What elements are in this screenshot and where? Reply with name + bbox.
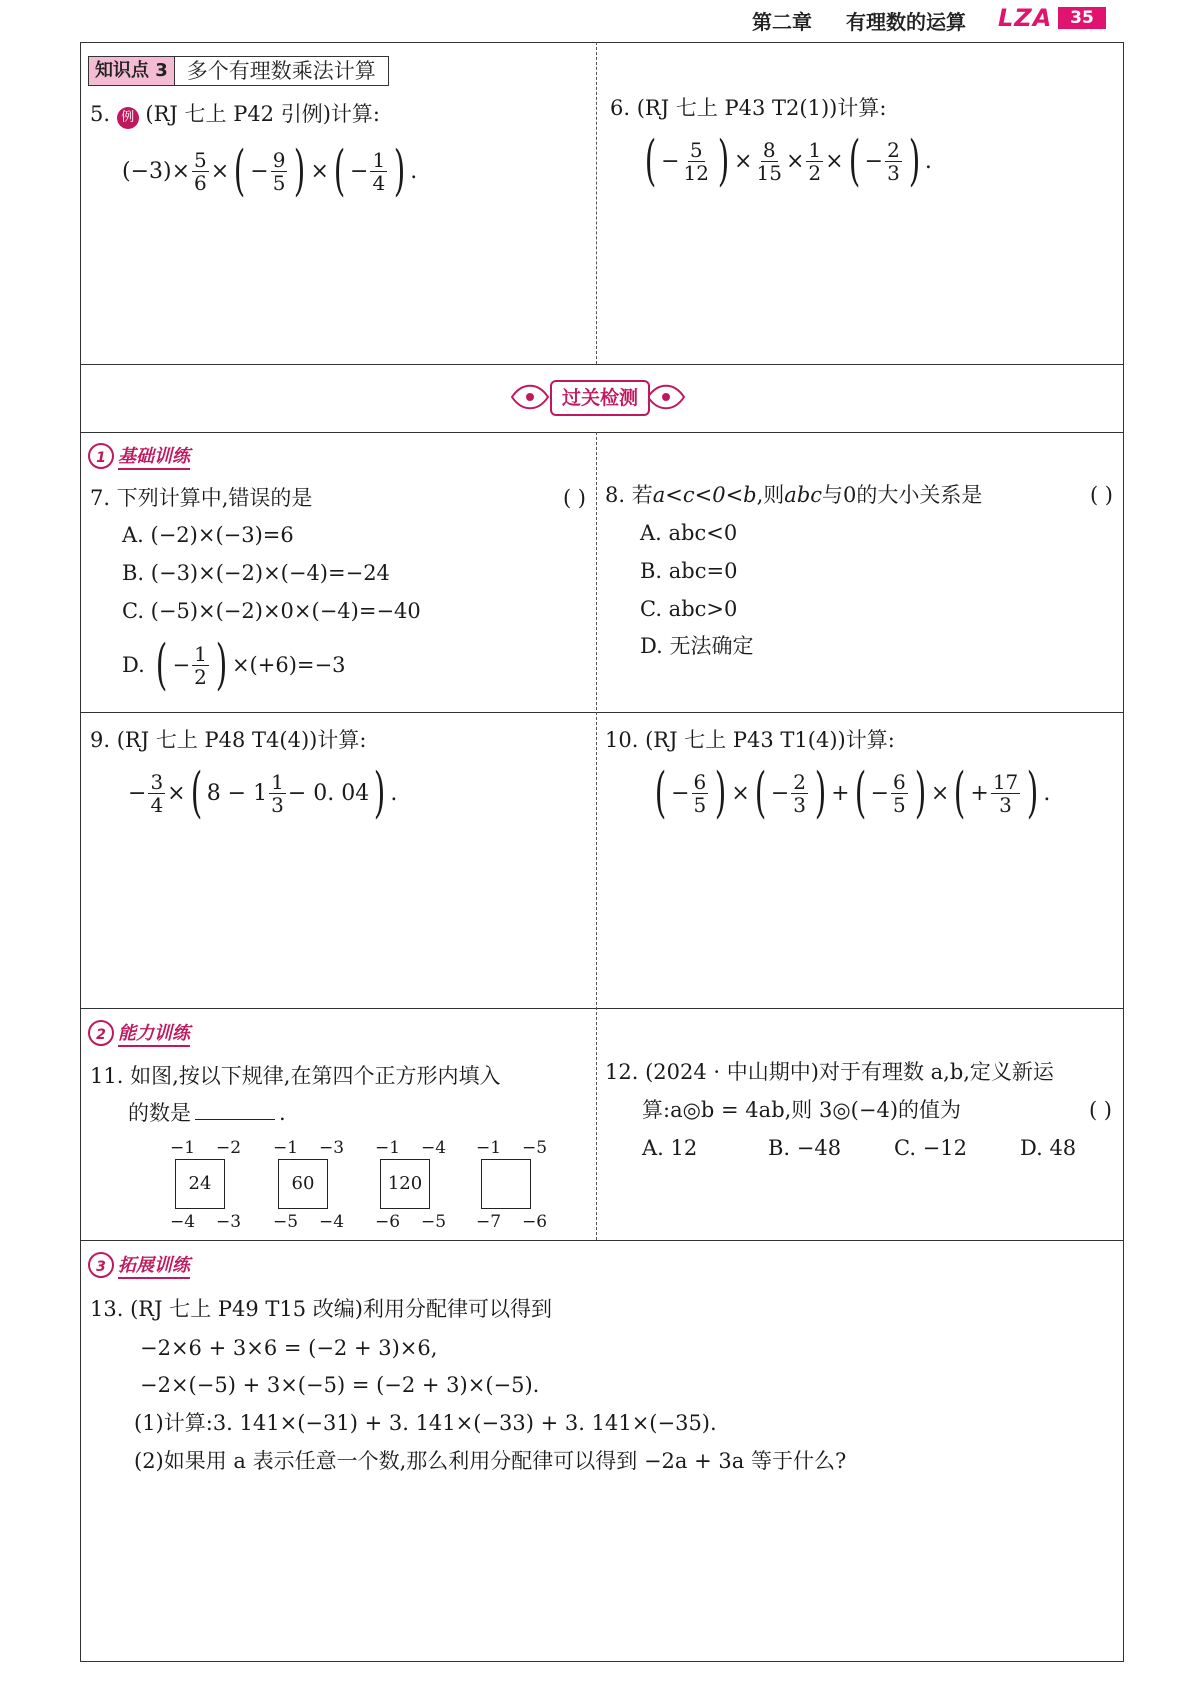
corner-number: −1 — [273, 1138, 299, 1158]
section-banner — [508, 374, 688, 420]
corner-number: −6 — [375, 1212, 401, 1232]
left-paren: ( — [654, 761, 667, 824]
basic-training-label — [88, 441, 190, 471]
question-5-stem — [90, 100, 380, 129]
corner-number: −5 — [421, 1212, 447, 1232]
operator: × — [734, 148, 753, 174]
option-b: B. abc=0 — [640, 559, 738, 583]
logo-text: LZA — [998, 4, 1053, 32]
right-paren: ) — [393, 139, 406, 202]
corner-number: −4 — [421, 1138, 447, 1158]
right-paren: ) — [215, 633, 228, 696]
question-7-stem — [90, 484, 586, 512]
fraction: $\frac{5}{6}$ — [194, 147, 207, 195]
question-source: (RJ 七上 P43 T2(1))计算: — [636, 96, 887, 120]
option-d: D. 无法确定 — [640, 634, 754, 658]
question-number: 6. — [610, 96, 631, 120]
answer-paren: ( ) — [562, 486, 586, 510]
corner-number: −1 — [476, 1138, 502, 1158]
divider-line — [80, 364, 1124, 365]
question-text: 与0的大小关系是 — [822, 483, 983, 507]
corner-number: −3 — [216, 1212, 242, 1232]
question-source: (RJ 七上 P43 T1(4))计算: — [645, 728, 895, 752]
sign: + — [970, 780, 989, 806]
sign: − — [770, 780, 790, 806]
knowledge-point-title: 多个有理数乘法计算 — [175, 56, 389, 86]
corner-number: −5 — [273, 1212, 299, 1232]
expr-term: ×(+6)=−3 — [231, 653, 346, 677]
right-paren: ) — [814, 761, 827, 824]
question-text: 的数是 — [128, 1101, 191, 1125]
question-10-expression — [650, 761, 1051, 824]
fraction: $\frac{6}{5}$ — [693, 769, 707, 817]
operator: × — [167, 780, 186, 806]
right-paren: ) — [1027, 761, 1039, 824]
fraction: $\frac{6}{5}$ — [893, 769, 906, 817]
fraction: $\frac{2}{3}$ — [793, 769, 807, 817]
left-paren: ( — [190, 761, 202, 824]
question-12-stem — [605, 1058, 1054, 1086]
operator: × — [785, 148, 805, 174]
operator: × — [825, 148, 844, 174]
sign: − — [172, 653, 191, 677]
operator: × — [210, 158, 230, 184]
option-d: D. 48 — [1020, 1136, 1077, 1160]
question-text: ,则 — [756, 483, 785, 507]
question-text: 若 — [631, 483, 653, 507]
expr-term: − 0. 04 — [287, 780, 370, 806]
level-badge-icon: 2 — [88, 1020, 114, 1046]
corner-number: −5 — [522, 1138, 548, 1158]
left-paren: ( — [233, 139, 246, 202]
publisher-logo — [998, 4, 1108, 32]
divider-line — [80, 1240, 1124, 1241]
fraction: $\frac{1}{2}$ — [194, 641, 207, 689]
question-number: 11. — [90, 1064, 124, 1088]
right-paren: ) — [908, 129, 921, 192]
training-label: 拓展训练 — [118, 1251, 190, 1279]
extension-training-label — [88, 1250, 190, 1280]
question-number: 5. — [90, 102, 111, 126]
right-paren: ) — [717, 129, 730, 192]
question-source: (RJ 七上 P42 引例)计算: — [145, 102, 380, 126]
option-label: D. — [122, 653, 145, 677]
column-divider — [596, 42, 597, 364]
right-paren: ) — [373, 761, 386, 824]
right-paren: ) — [714, 761, 727, 824]
left-paren: ( — [156, 633, 168, 696]
question-11-stem — [90, 1062, 500, 1090]
left-paren: ( — [754, 761, 767, 824]
question-number: 10. — [605, 728, 639, 752]
expr-term: (−3)× — [122, 158, 191, 184]
corner-number: −3 — [319, 1138, 345, 1158]
sign: − — [661, 148, 680, 174]
question-source: (RJ 七上 P49 T15 改编)利用分配律可以得到 — [130, 1297, 552, 1321]
question-number: 13. — [90, 1297, 124, 1321]
question-6-stem — [610, 94, 886, 122]
square-pattern-figure — [160, 1136, 580, 1236]
page-number: 35 — [1058, 7, 1106, 29]
option-a: A. 12 — [642, 1136, 698, 1160]
fraction: $\frac{3}{4}$ — [150, 769, 164, 817]
period: . — [1043, 780, 1051, 806]
corner-number: −6 — [522, 1212, 548, 1232]
pattern-square: 120 — [380, 1159, 430, 1209]
pattern-square-blank[interactable] — [481, 1159, 531, 1209]
option-c: C. abc>0 — [640, 597, 738, 621]
question-text: (2024 · 中山期中)对于有理数 a,b,定义新运 — [645, 1060, 1054, 1084]
question-13-stem — [90, 1295, 552, 1323]
sub-question-1: (1)计算:3. 141×(−31) + 3. 141×(−33) + 3. 141×(−35). — [134, 1411, 717, 1435]
question-number: 12. — [605, 1060, 639, 1084]
sub-question-2: (2)如果用 a 表示任意一个数,那么利用分配律可以得到 −2a + 3a 等于什么? — [134, 1449, 847, 1473]
question-12-stem-line2 — [642, 1096, 1112, 1124]
option-d — [122, 633, 346, 696]
sign: − — [870, 780, 890, 806]
fraction: $\frac{1}{4}$ — [372, 147, 386, 195]
sign: − — [671, 780, 690, 806]
period: . — [279, 1101, 286, 1125]
chapter-label: 第二章 — [752, 10, 812, 34]
left-paren: ( — [644, 129, 657, 192]
pattern-square: 60 — [278, 1159, 328, 1209]
sign: − — [128, 780, 147, 806]
right-paren: ) — [914, 761, 927, 824]
option-b: B. −48 — [768, 1136, 842, 1160]
question-10-stem — [605, 726, 895, 754]
question-text: 下列计算中,错误的是 — [116, 486, 313, 510]
operator: × — [930, 780, 950, 806]
divider-line — [80, 432, 1124, 433]
corner-number: −1 — [170, 1138, 196, 1158]
chapter-title: 有理数的运算 — [846, 10, 966, 34]
corner-number: −1 — [375, 1138, 401, 1158]
fraction: $\frac{1}{2}$ — [808, 137, 822, 185]
question-number: 8. — [605, 483, 626, 507]
training-label: 能力训练 — [118, 1019, 190, 1047]
distributive-example-1: −2×6 + 3×6 = (−2 + 3)×6, — [140, 1336, 438, 1360]
divider-line — [80, 712, 1124, 713]
question-8-stem — [605, 481, 1113, 509]
fraction: $\frac{9}{5}$ — [272, 147, 286, 195]
example-badge: 例 — [117, 107, 139, 129]
option-a: A. abc<0 — [640, 521, 738, 545]
divider-line — [80, 1008, 1124, 1009]
variable: abc — [784, 483, 823, 507]
question-number: 9. — [90, 728, 111, 752]
period: . — [924, 148, 932, 174]
corner-number: −7 — [476, 1212, 502, 1232]
sign: − — [350, 158, 369, 184]
section-title: 过关检测 — [550, 380, 650, 416]
question-text: 算:a◎b = 4ab,则 3◎(−4)的值为 — [642, 1098, 962, 1122]
left-paren: ( — [954, 761, 966, 824]
question-number: 7. — [90, 486, 111, 510]
distributive-example-2: −2×(−5) + 3×(−5) = (−2 + 3)×(−5). — [140, 1373, 540, 1397]
option-b: B. (−3)×(−2)×(−4)=−24 — [122, 561, 390, 585]
expr-term: 8 − 1 — [206, 780, 268, 806]
question-6-expression — [640, 129, 932, 192]
question-11-stem-line2 — [128, 1099, 286, 1127]
level-badge-icon: 1 — [88, 443, 114, 469]
period: . — [410, 158, 418, 184]
knowledge-point-header — [88, 56, 389, 86]
corner-number: −4 — [170, 1212, 196, 1232]
operator: + — [831, 780, 850, 806]
fraction: $\frac{5}{12}$ — [683, 137, 709, 185]
fraction: $\frac{2}{3}$ — [887, 137, 900, 185]
question-9-expression — [128, 761, 398, 824]
operator: × — [310, 158, 329, 184]
answer-blank[interactable] — [195, 1119, 275, 1120]
pattern-square: 24 — [175, 1159, 225, 1209]
level-badge-icon: 3 — [88, 1252, 114, 1278]
question-source: (RJ 七上 P48 T4(4))计算: — [116, 728, 367, 752]
right-paren: ) — [294, 139, 306, 202]
answer-paren: ( ) — [1089, 483, 1113, 507]
question-9-stem — [90, 726, 366, 754]
left-paren: ( — [854, 761, 866, 824]
operator: × — [731, 780, 750, 806]
training-label: 基础训练 — [118, 442, 190, 470]
column-divider — [596, 432, 597, 1240]
fraction: $\frac{8}{15}$ — [756, 137, 782, 185]
fraction: $\frac{17}{3}$ — [992, 769, 1019, 817]
sign: − — [250, 158, 269, 184]
corner-number: −2 — [216, 1138, 242, 1158]
option-a: A. (−2)×(−3)=6 — [122, 523, 294, 547]
question-text: 如图,按以下规律,在第四个正方形内填入 — [130, 1064, 501, 1088]
option-c: C. (−5)×(−2)×0×(−4)=−40 — [122, 599, 421, 623]
answer-paren: ( ) — [1088, 1098, 1112, 1122]
period: . — [390, 780, 398, 806]
question-5-expression — [122, 139, 418, 202]
sign: − — [864, 148, 884, 174]
left-paren: ( — [848, 129, 860, 192]
knowledge-point-tag: 知识点 3 — [88, 56, 175, 86]
condition: a<c<0<b — [652, 483, 757, 507]
option-c: C. −12 — [894, 1136, 967, 1160]
ability-training-label — [88, 1018, 190, 1048]
left-paren: ( — [333, 139, 346, 202]
fraction: $\frac{1}{3}$ — [271, 769, 284, 817]
corner-number: −4 — [319, 1212, 345, 1232]
